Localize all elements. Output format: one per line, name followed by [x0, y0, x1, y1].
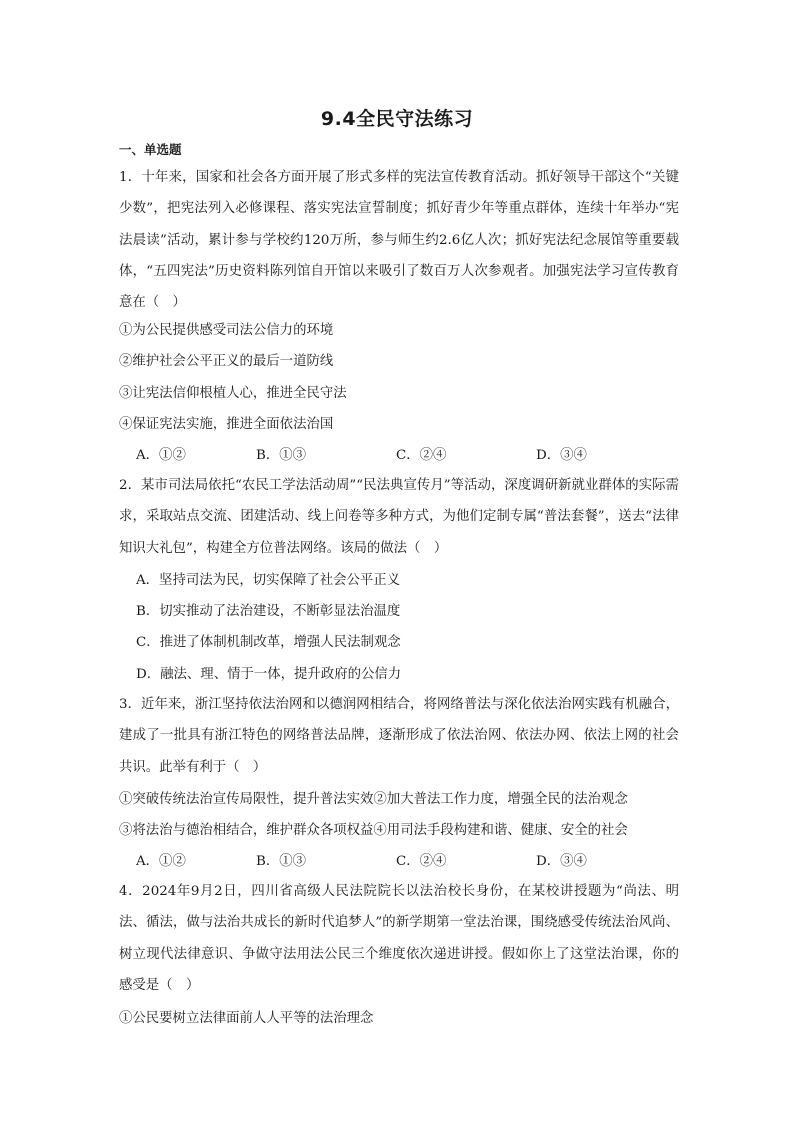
question-4-item-1: ①公民要树立法律面前人人平等的法治理念 — [119, 1011, 374, 1026]
question-3-option-c[interactable]: C．②④ — [396, 854, 447, 869]
question-4-stem: 4．2024年9月2日，四川省高级人民法院院长以法治校长身份，在某校讲授题为“尚法、明法、循法，做与法治共成长的新时代追梦人”的新学期第一堂法治课，围绕感受传统法治风尚、树立现代法律意识、争做守法用法公民三个维度依次递进讲授。假如你上了这堂法治课，你的感受是（ ） — [119, 884, 679, 993]
question-1-option-c[interactable]: C．②④ — [396, 448, 447, 463]
question-2-option-d[interactable]: D．融法、理、情于一体，提升政府的公信力 — [136, 667, 402, 682]
question-2-option-b[interactable]: B．切实推动了法治建设，不断彰显法治温度 — [136, 604, 401, 619]
question-3-option-d[interactable]: D．③④ — [536, 854, 587, 869]
section-heading: 一、单选题 — [119, 142, 182, 157]
question-3-option-b[interactable]: B．①③ — [256, 854, 307, 869]
question-3-item-row-1: ①突破传统法治宣传局限性，提升普法实效②加大普法工作力度，增强全民的法治观念 — [119, 792, 628, 807]
question-1-option-b[interactable]: B．①③ — [256, 448, 307, 463]
question-1-item-2: ②维护社会公平正义的最后一道防线 — [119, 354, 334, 369]
page-title: 9.4全民守法练习 — [320, 108, 474, 130]
question-1-option-a[interactable]: A．①② — [136, 448, 186, 463]
question-1-option-d[interactable]: D．③④ — [536, 448, 587, 463]
question-3-option-a[interactable]: A．①② — [136, 854, 186, 869]
question-1-stem: 1．十年来，国家和社会各方面开展了形式多样的宪法宣传教育活动。抓好领导干部这个“关键少数”，把宪法列入必修课程、落实宪法宣誓制度；抓好青少年等重点群体，连续十年举办“宪法晨读”活动，累计参与学校约120万所，参与师生约2.6亿人次；抓好宪法纪念展馆等重要载体，“五四宪法”历史资料陈列馆自开馆以来吸引了数百万人次参观者。加强宪法学习宣传教育意在（ ） — [119, 170, 679, 311]
question-2-stem: 2．某市司法局依托“农民工学法活动周”“民法典宣传月”等活动，深度调研新就业群体的实际需求，采取站点交流、团建活动、线上问卷等多种方式，为他们定制专属“普法套餐”，送去“法律知识大礼包”，构建全方位普法网络。该局的做法（ ） — [119, 478, 679, 556]
question-1-item-3: ③让宪法信仰根植人心，推进全民守法 — [119, 386, 347, 401]
question-3-item-row-2: ③将法治与德治相结合，维护群众各项权益④用司法手段构建和谐、健康、安全的社会 — [119, 823, 628, 838]
question-2-option-c[interactable]: C．推进了体制机制改革，增强人民法制观念 — [136, 635, 401, 650]
question-1-item-1: ①为公民提供感受司法公信力的环境 — [119, 323, 334, 338]
question-2-option-a[interactable]: A．坚持司法为民，切实保障了社会公平正义 — [136, 573, 401, 588]
question-3-stem: 3．近年来，浙江坚持依法治网和以德润网相结合，将网络普法与深化依法治网实践有机融合，建成了一批具有浙江特色的网络普法品牌，逐渐形成了依法治网、依法办网、依法上网的社会共识。此举有利于（ ） — [119, 697, 679, 775]
question-1-item-4: ④保证宪法实施，推进全面依法治国 — [119, 417, 334, 432]
